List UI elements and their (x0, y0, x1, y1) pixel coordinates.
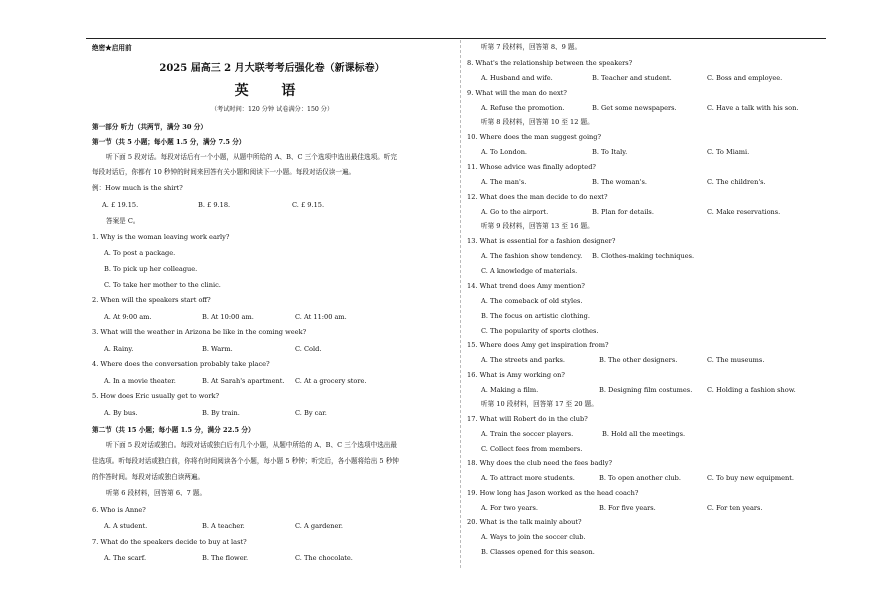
q10-option-b: B. To Italy. (592, 148, 628, 156)
q20-option-b: B. Classes opened for this season. (481, 548, 595, 556)
question-15: 15. Where does Amy get inspiration from? (467, 341, 609, 349)
q4-option-b: B. At Sarah's apartment. (202, 377, 285, 385)
q8-option-c: C. Boss and employee. (707, 74, 783, 82)
q16-option-a: A. Making a film. (481, 386, 539, 394)
q1-option-b: B. To pick up her colleague. (104, 265, 198, 273)
q16-option-b: B. Designing film costumes. (599, 386, 693, 394)
question-16: 16. What is Amy working on? (467, 371, 565, 379)
q11-option-b: B. The woman's. (592, 178, 648, 186)
question-5: 5. How does Eric usually get to work? (92, 392, 220, 400)
question-8: 8. What's the relationship between the speakers? (467, 59, 633, 67)
question-17: 17. What will Robert do in the club? (467, 415, 588, 423)
q12-option-c: C. Make reservations. (707, 208, 781, 216)
question-11: 11. Whose advice was finally adopted? (467, 163, 596, 171)
section1-heading: 第一节（共 5 小题；每小题 1.5 分，满分 7.5 分） (92, 138, 246, 146)
q17-option-a: A. Train the soccer players. (481, 430, 574, 438)
doc-subject: 英 语 (234, 83, 310, 99)
q2-option-b: B. At 10:00 am. (202, 313, 254, 321)
top-rule (86, 38, 826, 39)
material-note-7: 听第 7 段材料，回答第 8、9 题。 (481, 43, 582, 51)
q9-option-c: C. Have a talk with his son. (707, 104, 799, 112)
q9-option-a: A. Refuse the promotion. (481, 104, 565, 112)
q10-option-a: A. To London. (481, 148, 528, 156)
q7-option-c: C. The chocolate. (295, 554, 353, 562)
question-9: 9. What will the man do next? (467, 89, 567, 97)
material-note-6: 听第 6 段材料，回答第 6、7 题。 (106, 489, 207, 497)
secret-mark: 绝密★启用前 (92, 44, 132, 52)
q2-option-a: A. At 9:00 am. (104, 313, 152, 321)
question-13: 13. What is essential for a fashion designer? (467, 237, 616, 245)
q9-option-b: B. Get some newspapers. (592, 104, 677, 112)
q4-option-c: C. At a grocery store. (295, 377, 367, 385)
q18-option-a: A. To attract more students. (481, 474, 575, 482)
q8-option-b: B. Teacher and student. (592, 74, 672, 82)
question-18: 18. Why does the club need the fees badly? (467, 459, 612, 467)
q14-option-c: C. The popularity of sports clothes. (481, 327, 599, 335)
q19-option-b: B. For five years. (599, 504, 656, 512)
section2-instruction-line3: 的作答时间。每段对话或独白读两遍。 (92, 473, 205, 481)
q18-option-c: C. To buy new equipment. (707, 474, 794, 482)
question-2: 2. When will the speakers start off? (92, 296, 211, 304)
q10-option-c: C. To Miami. (707, 148, 750, 156)
q7-option-a: A. The scarf. (104, 554, 147, 562)
q12-option-a: A. Go to the airport. (481, 208, 549, 216)
q20-option-a: A. Ways to join the soccer club. (481, 533, 586, 541)
section1-instruction-line1: 听下面 5 段对话。每段对话后有一个小题，从题中所给的 A、B、C 三个选项中选出最佳选项。听完 (106, 153, 397, 161)
material-note-9: 听第 9 段材料，回答第 13 至 16 题。 (481, 222, 594, 230)
part1-heading: 第一部分 听力（共两节，满分 30 分） (92, 123, 207, 131)
q13-option-a: A. The fashion show tendency. (481, 252, 583, 260)
question-7: 7. What do the speakers decide to buy at last? (92, 538, 247, 546)
q17-option-b: B. Hold all the meetings. (602, 430, 686, 438)
q19-option-c: C. For ten years. (707, 504, 763, 512)
q14-option-b: B. The focus on artistic clothing. (481, 312, 590, 320)
q18-option-b: B. To open another club. (599, 474, 681, 482)
question-14: 14. What trend does Amy mention? (467, 282, 585, 290)
question-20: 20. What is the talk mainly about? (467, 518, 582, 526)
q13-option-c: C. A knowledge of materials. (481, 267, 578, 275)
section2-heading: 第二节（共 15 小题；每小题 1.5 分，满分 22.5 分） (92, 426, 255, 434)
q5-option-b: B. By train. (202, 409, 240, 417)
q1-option-c: C. To take her mother to the clinic. (104, 281, 221, 289)
example-option-b: B. £ 9.18. (198, 201, 231, 209)
question-12: 12. What does the man decide to do next? (467, 193, 608, 201)
example-option-c: C. £ 9.15. (292, 201, 325, 209)
q4-option-a: A. In a movie theater. (104, 377, 176, 385)
question-19: 19. How long has Jason worked as the head coach? (467, 489, 639, 497)
q6-option-b: B. A teacher. (202, 522, 245, 530)
q8-option-a: A. Husband and wife. (481, 74, 553, 82)
section2-instruction-line1: 听下面 5 段对话或独白。每段对话或独白后有几个小题，从题中所给的 A、B、C 三个选项中选出最 (106, 441, 397, 449)
q3-option-a: A. Rainy. (104, 345, 134, 353)
q16-option-c: C. Holding a fashion show. (707, 386, 796, 394)
q12-option-b: B. Plan for details. (592, 208, 654, 216)
doc-title: 2025 届高三 2 月大联考考后强化卷（新课标卷） (159, 63, 385, 74)
q14-option-a: A. The comeback of old styles. (481, 297, 583, 305)
column-divider (460, 40, 461, 568)
example-answer: 答案是 C。 (106, 217, 140, 225)
q11-option-a: A. The man's. (481, 178, 527, 186)
section2-instruction-line2: 佳选项。听每段对话或独白前，你将有时间阅读各个小题，每小题 5 秒钟；听完后，各小题将给出 5 秒钟 (92, 457, 399, 465)
q3-option-b: B. Warm. (202, 345, 233, 353)
q15-option-a: A. The streets and parks. (481, 356, 565, 364)
example-question: 例：How much is the shirt? (92, 184, 183, 192)
q3-option-c: C. Cold. (295, 345, 322, 353)
q6-option-c: C. A gardener. (295, 522, 343, 530)
section1-instruction-line2: 每段对话后，你都有 10 秒钟的时间来回答有关小题和阅读下一小题。每段对话仅读一遍。 (92, 168, 356, 176)
material-note-10: 听第 10 段材料，回答第 17 至 20 题。 (481, 400, 598, 408)
q11-option-c: C. The children's. (707, 178, 766, 186)
q13-option-b: B. Clothes-making techniques. (592, 252, 695, 260)
q15-option-b: B. The other designers. (599, 356, 678, 364)
q5-option-c: C. By car. (295, 409, 327, 417)
question-4: 4. Where does the conversation probably take place? (92, 360, 270, 368)
example-option-a: A. £ 19.15. (102, 201, 139, 209)
question-3: 3. What will the weather in Arizona be like in the coming week? (92, 328, 307, 336)
question-10: 10. Where does the man suggest going? (467, 133, 602, 141)
question-1: 1. Why is the woman leaving work early? (92, 233, 230, 241)
question-6: 6. Who is Anne? (92, 506, 146, 514)
q6-option-a: A. A student. (104, 522, 148, 530)
q5-option-a: A. By bus. (104, 409, 138, 417)
q19-option-a: A. For two years. (481, 504, 538, 512)
doc-meta: （考试时间：120 分钟 试卷满分：150 分） (210, 106, 334, 113)
q7-option-b: B. The flower. (202, 554, 249, 562)
q1-option-a: A. To post a package. (104, 249, 176, 257)
q15-option-c: C. The museums. (707, 356, 765, 364)
material-note-8: 听第 8 段材料，回答第 10 至 12 题。 (481, 118, 594, 126)
q2-option-c: C. At 11:00 am. (295, 313, 347, 321)
q17-option-c: C. Collect fees from members. (481, 445, 583, 453)
